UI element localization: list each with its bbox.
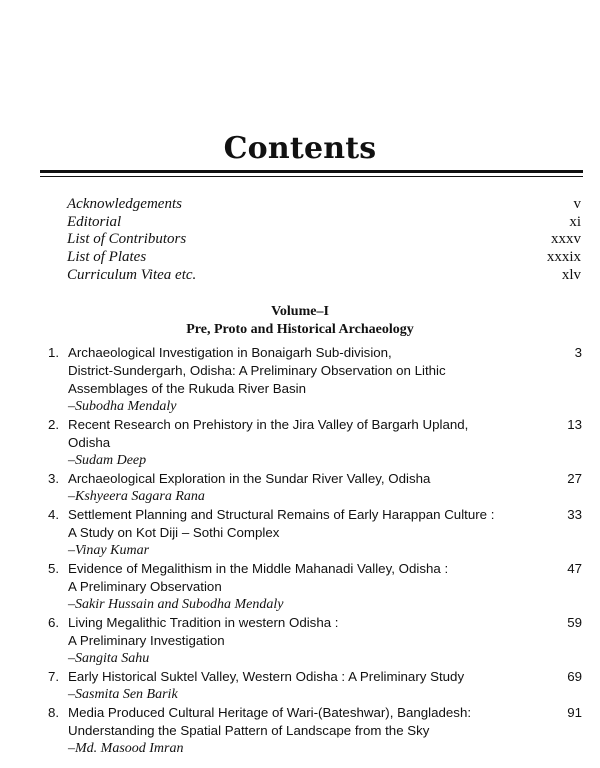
entry-title-line: District-Sundergarh, Odisha: A Preliminary Observation on Lithic [68, 363, 446, 378]
front-matter-page: xxxv [551, 231, 581, 248]
entry-author: –Md. Masood Imran [68, 741, 184, 756]
entry-author: –Vinay Kumar [68, 543, 150, 558]
contents-entry [0, 470, 600, 506]
entry-author: –Sudam Deep [68, 453, 147, 468]
front-matter-label: List of Plates [67, 249, 147, 266]
contents-entry [0, 560, 600, 614]
volume-title: Volume–I [271, 304, 329, 319]
front-matter-item [67, 214, 581, 232]
contents-entry [0, 668, 600, 704]
title-rule-thin [40, 176, 583, 177]
front-matter-label: List of Contributors [67, 231, 187, 248]
front-matter-label: Curriculum Vitea etc. [67, 266, 197, 283]
entry-page-number: 3 [574, 345, 582, 360]
contents-entry [0, 506, 600, 560]
entry-title-line: Evidence of Megalithism in the Middle Mahanadi Valley, Odisha : [68, 561, 449, 576]
entry-author: –Sakir Hussain and Subodha Mendaly [68, 597, 284, 612]
entry-title-line: Media Produced Cultural Heritage of Wari-(Bateshwar), Bangladesh: [68, 705, 472, 720]
entry-title-line: Assemblages of the Rukuda River Basin [68, 381, 306, 396]
entry-page-number: 69 [567, 669, 582, 684]
entry-title-line: Living Megalithic Tradition in western Odisha : [68, 615, 339, 630]
entry-page-number: 91 [567, 705, 582, 720]
entry-page-number: 13 [567, 417, 582, 432]
entry-title-line: Archaeological Investigation in Bonaigarh Sub-division, [68, 345, 392, 360]
entry-title-line: Odisha [68, 435, 111, 450]
volume-subtitle: Pre, Proto and Historical Archaeology [186, 322, 414, 337]
contents-entry [0, 614, 600, 668]
front-matter-page: v [573, 196, 581, 212]
front-matter-page: xxxix [546, 249, 581, 266]
entry-number: 3. [48, 471, 60, 486]
contents-entries [0, 344, 600, 758]
entry-title-line: Recent Research on Prehistory in the Jira Valley of Bargarh Upland, [68, 417, 469, 432]
front-matter-list [67, 196, 581, 284]
title-rule-thick [40, 170, 583, 173]
entry-page-number: 33 [567, 507, 582, 522]
entry-page-number: 59 [567, 615, 582, 630]
entry-title-line: Archaeological Exploration in the Sundar River Valley, Odisha [68, 471, 431, 486]
contents-entry [0, 344, 600, 416]
entry-title-line: Early Historical Suktel Valley, Western Odisha : A Preliminary Study [68, 669, 465, 684]
entry-title-line: Settlement Planning and Structural Remains of Early Harappan Culture : [68, 507, 495, 522]
front-matter-item [67, 231, 581, 249]
front-matter-page: xlv [561, 266, 581, 283]
page-title: Contents [223, 131, 377, 166]
front-matter-item [67, 267, 581, 285]
entry-page-number: 27 [567, 471, 582, 486]
entry-number: 6. [48, 615, 60, 630]
entry-number: 2. [48, 417, 60, 432]
entry-number: 8. [48, 705, 60, 720]
entry-page-number: 47 [567, 561, 582, 576]
entry-number: 7. [48, 669, 60, 684]
entry-author: –Sangita Sahu [68, 651, 150, 666]
front-matter-label: Acknowledgements [67, 196, 182, 212]
front-matter-item [67, 249, 581, 267]
entry-number: 4. [48, 507, 60, 522]
front-matter-label: Editorial [67, 213, 122, 230]
entry-number: 1. [48, 345, 60, 360]
entry-author: –Sasmita Sen Barik [68, 687, 178, 702]
front-matter-page: xi [569, 213, 581, 230]
contents-entry [0, 704, 600, 758]
entry-title-line: A Preliminary Observation [68, 579, 222, 594]
entry-author: –Kshyeera Sagara Rana [68, 489, 205, 504]
entry-author: –Subodha Mendaly [68, 399, 177, 414]
entry-title-line: Understanding the Spatial Pattern of Landscape from the Sky [68, 723, 430, 738]
contents-entry [0, 416, 600, 470]
entry-title-line: A Preliminary Investigation [68, 633, 225, 648]
entry-title-line: A Study on Kot Diji – Sothi Complex [68, 525, 280, 540]
entry-number: 5. [48, 561, 60, 576]
front-matter-item [67, 196, 581, 214]
